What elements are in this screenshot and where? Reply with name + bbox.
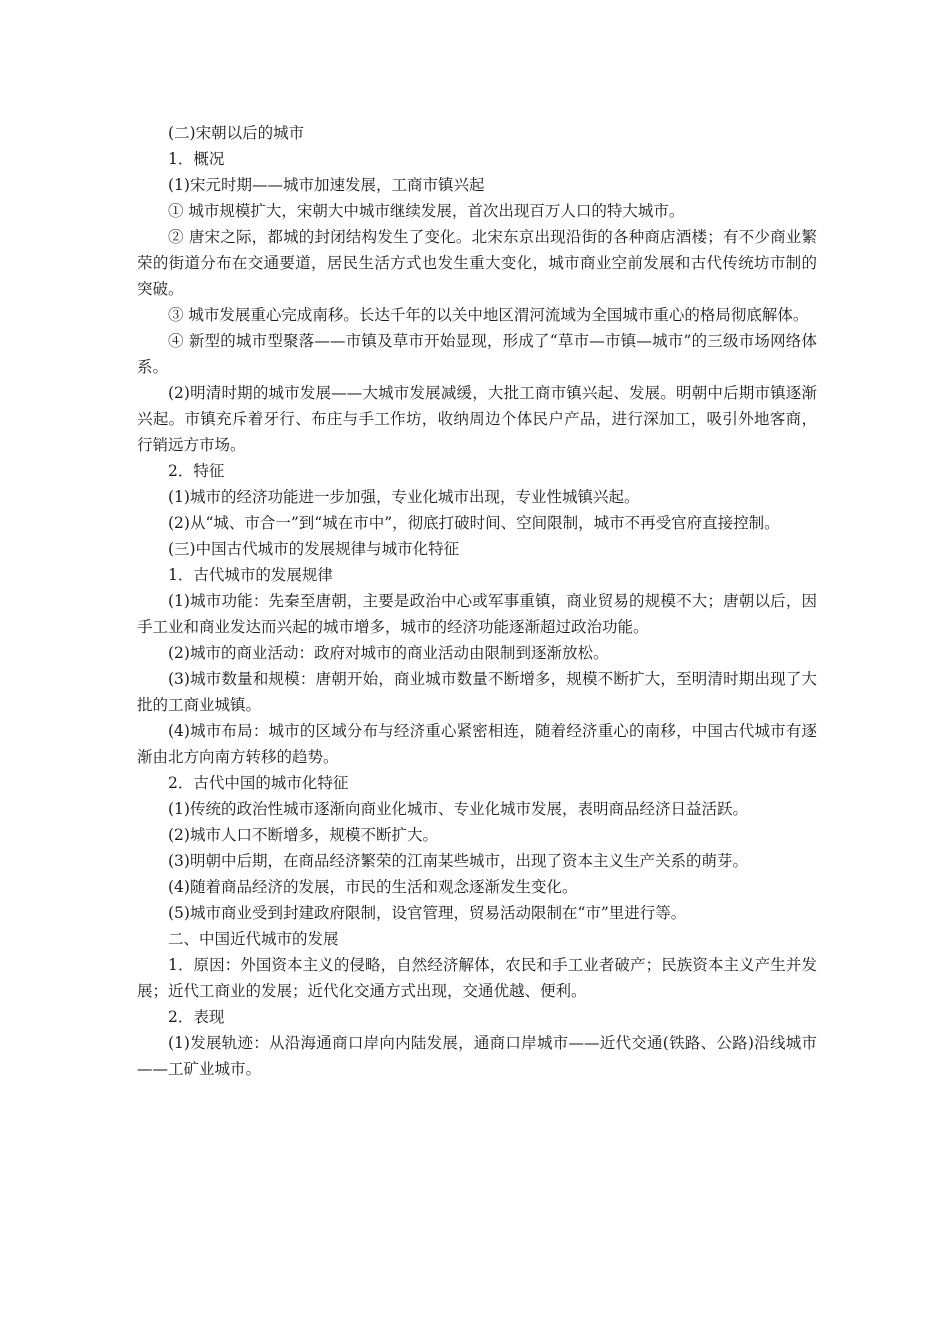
paragraph-trajectory: (1)发展轨迹：从沿海通商口岸向内陆发展，通商口岸城市——近代交通(铁路、公路)沿线城市——工矿业城市。 <box>137 1034 817 1078</box>
paragraph-urban-1: (1)传统的政治性城市逐渐向商业化城市、专业化城市发展，表明商品经济日益活跃。 <box>168 800 748 818</box>
paragraph-feature-2: (2)从“城、市合一”到“城在市中”，彻底打破时间、空间限制，城市不再受官府直接控制。 <box>168 514 780 532</box>
subheading-manifestation: 2．表现 <box>168 1008 225 1026</box>
paragraph-ming-qing: (2)明清时期的城市发展——大城市发展减缓，大批工商市镇兴起、发展。明朝中后期市镇逐渐兴起。市镇充斥着牙行、布庄与手工作坊，收纳周边个体民户产品，进行深加工，吸引外地客商，行销远方市场。 <box>137 384 817 454</box>
document-body <box>137 120 817 1082</box>
paragraph-urban-3: (3)明朝中后期，在商品经济繁荣的江南某些城市，出现了资本主义生产关系的萌芽。 <box>168 852 748 870</box>
paragraph-city-scale: ① 城市规模扩大，宋朝大中城市继续发展，首次出现百万人口的特大城市。 <box>168 202 685 220</box>
section-heading-laws: (三)中国古代城市的发展规律与城市化特征 <box>168 540 460 558</box>
subheading-song-yuan: (1)宋元时期——城市加速发展，工商市镇兴起 <box>168 176 485 194</box>
paragraph-law-1: (1)城市功能：先秦至唐朝，主要是政治中心或军事重镇，商业贸易的规模不大；唐朝以后，因手工业和商业发达而兴起的城市增多，城市的经济功能逐渐超过政治功能。 <box>137 592 817 636</box>
paragraph-law-4: (4)城市布局：城市的区域分布与经济重心紧密相连，随着经济重心的南移，中国古代城市有逐渐由北方向南方转移的趋势。 <box>137 722 817 766</box>
paragraph-south-shift: ③ 城市发展重心完成南移。长达千年的以关中地区渭河流域为全国城市重心的格局彻底解体。 <box>168 306 809 324</box>
subheading-development-laws: 1．古代城市的发展规律 <box>168 566 333 584</box>
paragraph-urban-2: (2)城市人口不断增多，规模不断扩大。 <box>168 826 438 844</box>
paragraph-urban-4: (4)随着商品经济的发展，市民的生活和观念逐渐发生变化。 <box>168 878 578 896</box>
paragraph-law-2: (2)城市的商业活动：政府对城市的商业活动由限制到逐渐放松。 <box>168 644 609 662</box>
subheading-overview: 1．概况 <box>168 150 225 168</box>
subheading-urbanization: 2．古代中国的城市化特征 <box>168 774 349 792</box>
paragraph-urban-5: (5)城市商业受到封建政府限制，设官管理，贸易活动限制在“市”里进行等。 <box>168 904 687 922</box>
paragraph-feature-1: (1)城市的经济功能进一步加强，专业化城市出现，专业性城镇兴起。 <box>168 488 640 506</box>
paragraph-modern-causes: 1．原因：外国资本主义的侵略，自然经济解体，农民和手工业者破产；民族资本主义产生并发展；近代工商业的发展；近代化交通方式出现，交通优越、便利。 <box>137 956 817 1000</box>
paragraph-closed-structure: ② 唐宋之际，都城的封闭结构发生了变化。北宋东京出现沿街的各种商店酒楼；有不少商业繁荣的街道分布在交通要道，居民生活方式也发生重大变化，城市商业空前发展和古代传统坊市制的突破。 <box>137 228 817 298</box>
section-heading-modern: 二、中国近代城市的发展 <box>168 930 339 948</box>
subheading-features: 2．特征 <box>168 462 225 480</box>
paragraph-market-towns: ④ 新型的城市型聚落——市镇及草市开始显现，形成了“草市—市镇—城市”的三级市场网络体系。 <box>137 332 817 376</box>
section-heading-song-cities: (二)宋朝以后的城市 <box>168 124 305 142</box>
paragraph-law-3: (3)城市数量和规模：唐朝开始，商业城市数量不断增多，规模不断扩大，至明清时期出现了大批的工商业城镇。 <box>137 670 817 714</box>
